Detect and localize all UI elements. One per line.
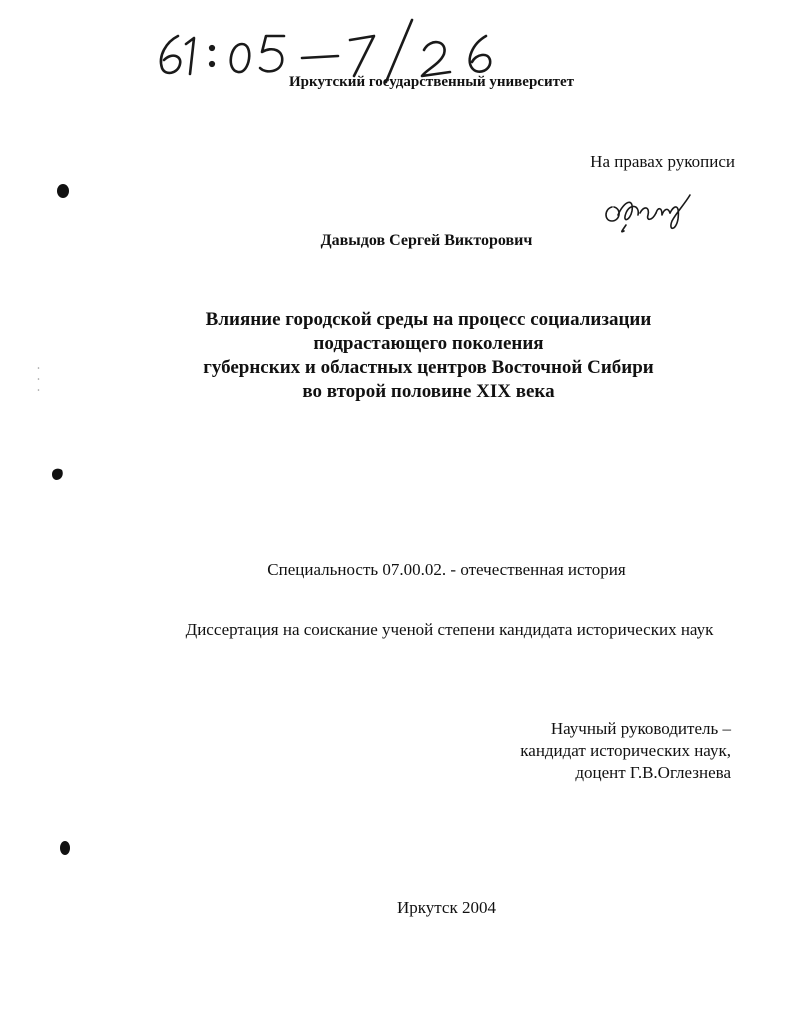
title-line: губернских и областных центров Восточной Сибири (203, 357, 654, 378)
title-line: во второй половине XIX века (302, 381, 555, 402)
punch-hole-icon (56, 183, 70, 199)
dissertation-degree-line: Диссертация на соискание ученой степени кандидата исторических наук (185, 620, 714, 639)
punch-hole-icon (58, 840, 72, 856)
dissertation-title (32, 308, 793, 404)
author-name: Давыдов Сергей Викторович (320, 232, 533, 249)
city-and-year: Иркутск 2004 (397, 898, 496, 917)
signature-icon (600, 185, 700, 235)
title-line: подрастающего поколения (313, 333, 544, 354)
supervisor-line: доцент Г.В.Оглезнева (575, 763, 731, 782)
university-name: Иркутский государственный университет (289, 74, 574, 90)
margin-scan-artifact (37, 365, 40, 395)
supervisor-line: кандидат исторических наук, (520, 741, 731, 760)
manuscript-rights-note: На правах рукописи (590, 152, 735, 171)
supervisor-line: Научный руководитель – (550, 719, 731, 738)
scientific-supervisor (520, 718, 731, 784)
punch-hole-icon (50, 466, 64, 482)
specialty-line: Специальность 07.00.02. - отечественная история (267, 560, 626, 579)
title-line: Влияние городской среды на процесс социализации (205, 309, 652, 330)
